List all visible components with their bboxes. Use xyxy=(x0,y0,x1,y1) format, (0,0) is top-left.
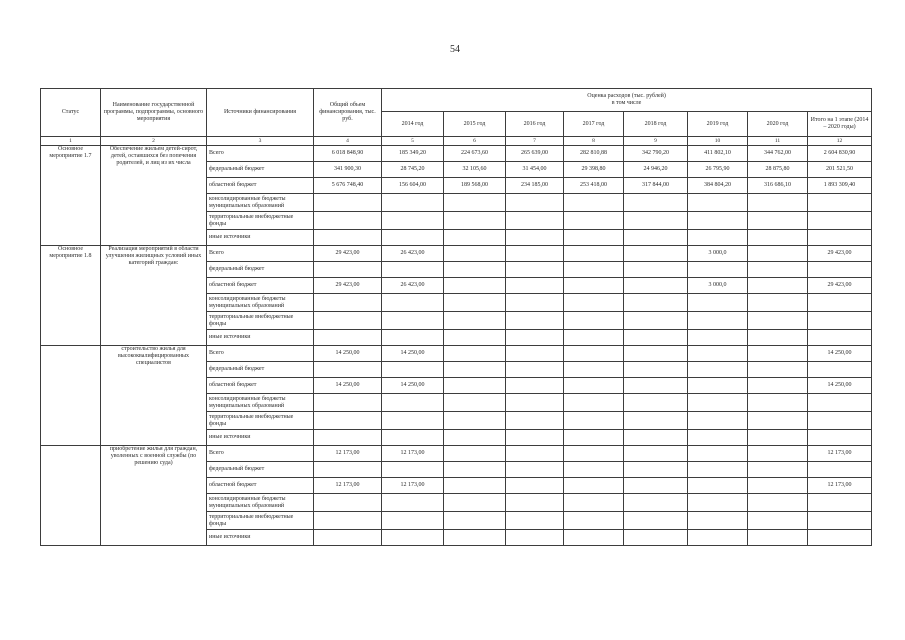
year-value-cell xyxy=(506,512,564,530)
year-value-cell xyxy=(624,446,688,462)
header-estimate-title: Оценка расходов (тыс. рублей) xyxy=(587,93,666,99)
year-value-cell xyxy=(444,246,506,262)
year-value-cell xyxy=(564,512,624,530)
year-value-cell xyxy=(624,294,688,312)
year-value-cell xyxy=(624,230,688,246)
final-total-cell xyxy=(808,530,872,546)
total-value-cell xyxy=(314,530,382,546)
year-value-cell xyxy=(444,412,506,430)
year-value-cell xyxy=(688,362,748,378)
year-value-cell xyxy=(748,530,808,546)
year-value-cell: 12 173,00 xyxy=(382,446,444,462)
source-cell: территориальные внебюджетные фонды xyxy=(207,212,314,230)
year-value-cell xyxy=(748,278,808,294)
year-value-cell xyxy=(564,330,624,346)
year-value-cell xyxy=(506,312,564,330)
source-cell: Всего xyxy=(207,246,314,262)
year-value-cell xyxy=(444,346,506,362)
year-value-cell xyxy=(564,412,624,430)
year-value-cell xyxy=(506,446,564,462)
total-value-cell xyxy=(314,294,382,312)
total-value-cell xyxy=(314,394,382,412)
final-total-cell: 14 250,00 xyxy=(808,378,872,394)
total-value-cell xyxy=(314,212,382,230)
year-value-cell xyxy=(382,230,444,246)
source-cell: областной бюджет xyxy=(207,378,314,394)
year-value-cell: 282 810,88 xyxy=(564,146,624,162)
header-year: 2016 год xyxy=(506,112,564,137)
total-value-cell xyxy=(314,330,382,346)
year-value-cell xyxy=(506,530,564,546)
year-value-cell xyxy=(382,330,444,346)
year-value-cell xyxy=(688,478,748,494)
year-value-cell xyxy=(748,462,808,478)
year-value-cell xyxy=(564,378,624,394)
year-value-cell xyxy=(506,262,564,278)
year-value-cell: 28 745,20 xyxy=(382,162,444,178)
year-value-cell xyxy=(506,394,564,412)
year-value-cell xyxy=(444,446,506,462)
final-total-cell xyxy=(808,330,872,346)
year-value-cell xyxy=(624,194,688,212)
column-number: 3 xyxy=(207,137,314,146)
year-value-cell xyxy=(688,212,748,230)
year-value-cell xyxy=(382,362,444,378)
year-value-cell xyxy=(444,262,506,278)
header-year: 2019 год xyxy=(688,112,748,137)
header-including: в том числе xyxy=(611,100,642,106)
year-value-cell: 384 804,20 xyxy=(688,178,748,194)
final-total-cell xyxy=(808,430,872,446)
column-number: 10 xyxy=(688,137,748,146)
year-value-cell xyxy=(382,512,444,530)
year-value-cell xyxy=(444,294,506,312)
total-value-cell: 341 900,30 xyxy=(314,162,382,178)
total-value-cell xyxy=(314,262,382,278)
year-value-cell xyxy=(688,446,748,462)
year-value-cell xyxy=(564,530,624,546)
header-status: Статус xyxy=(41,89,101,137)
table-row xyxy=(41,446,872,462)
final-total-cell: 201 521,50 xyxy=(808,162,872,178)
year-value-cell xyxy=(624,462,688,478)
year-value-cell: 156 604,00 xyxy=(382,178,444,194)
year-value-cell: 26 423,00 xyxy=(382,246,444,262)
year-value-cell xyxy=(748,430,808,446)
year-value-cell: 26 795,90 xyxy=(688,162,748,178)
year-value-cell xyxy=(624,262,688,278)
total-value-cell: 29 423,00 xyxy=(314,246,382,262)
year-value-cell xyxy=(444,530,506,546)
total-value-cell xyxy=(314,494,382,512)
year-value-cell xyxy=(688,230,748,246)
year-value-cell: 344 762,00 xyxy=(748,146,808,162)
year-value-cell xyxy=(444,394,506,412)
year-value-cell xyxy=(564,230,624,246)
year-value-cell xyxy=(748,362,808,378)
year-value-cell xyxy=(748,394,808,412)
year-value-cell xyxy=(624,312,688,330)
year-value-cell xyxy=(444,362,506,378)
year-value-cell xyxy=(506,494,564,512)
header-row-top xyxy=(41,89,872,112)
final-total-cell: 2 604 830,90 xyxy=(808,146,872,162)
total-value-cell: 14 250,00 xyxy=(314,378,382,394)
final-total-cell: 12 173,00 xyxy=(808,446,872,462)
year-value-cell xyxy=(748,446,808,462)
source-cell: иные источники xyxy=(207,530,314,546)
year-value-cell xyxy=(688,462,748,478)
header-year: 2018 год xyxy=(624,112,688,137)
final-total-cell xyxy=(808,194,872,212)
year-value-cell xyxy=(506,246,564,262)
year-value-cell xyxy=(564,346,624,362)
total-value-cell xyxy=(314,512,382,530)
column-number-row xyxy=(41,137,872,146)
header-year: 2014 год xyxy=(382,112,444,137)
source-cell: федеральный бюджет xyxy=(207,162,314,178)
year-value-cell xyxy=(748,494,808,512)
total-value-cell: 14 250,00 xyxy=(314,346,382,362)
year-value-cell xyxy=(688,378,748,394)
final-total-cell xyxy=(808,212,872,230)
year-value-cell: 189 568,00 xyxy=(444,178,506,194)
year-value-cell xyxy=(688,512,748,530)
year-value-cell xyxy=(444,512,506,530)
total-value-cell: 12 173,00 xyxy=(314,478,382,494)
event-name-cell: приобретение жилья для граждан, уволенных с военной службы (по решению суда) xyxy=(101,446,207,546)
year-value-cell xyxy=(688,294,748,312)
year-value-cell xyxy=(444,230,506,246)
year-value-cell xyxy=(564,394,624,412)
header-year: 2020 год xyxy=(748,112,808,137)
year-value-cell: 185 349,20 xyxy=(382,146,444,162)
total-value-cell xyxy=(314,194,382,212)
table-row xyxy=(41,246,872,262)
year-value-cell xyxy=(506,462,564,478)
year-value-cell: 411 802,10 xyxy=(688,146,748,162)
year-value-cell xyxy=(506,330,564,346)
year-value-cell xyxy=(506,430,564,446)
header-estimate xyxy=(382,89,872,112)
year-value-cell xyxy=(506,478,564,494)
source-cell: территориальные внебюджетные фонды xyxy=(207,312,314,330)
year-value-cell xyxy=(748,378,808,394)
column-number: 9 xyxy=(624,137,688,146)
final-total-cell xyxy=(808,230,872,246)
year-value-cell xyxy=(382,430,444,446)
year-value-cell xyxy=(564,246,624,262)
financing-table xyxy=(40,88,872,546)
total-value-cell: 5 676 748,40 xyxy=(314,178,382,194)
year-value-cell xyxy=(564,494,624,512)
year-value-cell: 28 875,80 xyxy=(748,162,808,178)
year-value-cell xyxy=(444,212,506,230)
year-value-cell: 3 000,0 xyxy=(688,246,748,262)
year-value-cell: 234 185,00 xyxy=(506,178,564,194)
year-value-cell xyxy=(748,294,808,312)
column-number: 6 xyxy=(444,137,506,146)
year-value-cell xyxy=(506,230,564,246)
year-value-cell: 24 946,20 xyxy=(624,162,688,178)
year-value-cell xyxy=(506,412,564,430)
year-value-cell xyxy=(564,430,624,446)
total-value-cell xyxy=(314,362,382,378)
status-cell: Основное мероприятие 1.8 xyxy=(41,246,101,346)
header-source: Источники финансирования xyxy=(207,89,314,137)
year-value-cell xyxy=(748,194,808,212)
table-row xyxy=(41,146,872,162)
year-value-cell xyxy=(506,212,564,230)
year-value-cell xyxy=(564,312,624,330)
year-value-cell xyxy=(688,394,748,412)
header-year: 2017 год xyxy=(564,112,624,137)
year-value-cell xyxy=(382,462,444,478)
year-value-cell xyxy=(382,494,444,512)
total-value-cell xyxy=(314,230,382,246)
year-value-cell xyxy=(444,312,506,330)
column-number: 4 xyxy=(314,137,382,146)
year-value-cell xyxy=(506,362,564,378)
event-name-cell: Реализация мероприятий в области улучшения жилищных условий иных категорий граждан: xyxy=(101,246,207,346)
year-value-cell: 224 673,60 xyxy=(444,146,506,162)
source-cell: территориальные внебюджетные фонды xyxy=(207,412,314,430)
source-cell: консолидированные бюджеты муниципальных образований xyxy=(207,494,314,512)
status-cell xyxy=(41,446,101,546)
year-value-cell: 342 790,20 xyxy=(624,146,688,162)
year-value-cell xyxy=(564,362,624,378)
header-total: Общий объем финансирования, тыс. руб. xyxy=(314,89,382,137)
year-value-cell xyxy=(382,530,444,546)
year-value-cell xyxy=(624,494,688,512)
year-value-cell xyxy=(688,330,748,346)
year-value-cell xyxy=(624,378,688,394)
final-total-cell xyxy=(808,512,872,530)
year-value-cell xyxy=(382,212,444,230)
year-value-cell xyxy=(688,194,748,212)
year-value-cell: 317 844,00 xyxy=(624,178,688,194)
total-value-cell: 6 018 848,90 xyxy=(314,146,382,162)
year-value-cell: 12 173,00 xyxy=(382,478,444,494)
year-value-cell xyxy=(444,430,506,446)
year-value-cell xyxy=(564,278,624,294)
total-value-cell: 12 173,00 xyxy=(314,446,382,462)
year-value-cell: 31 454,00 xyxy=(506,162,564,178)
year-value-cell xyxy=(688,346,748,362)
year-value-cell xyxy=(506,194,564,212)
year-value-cell xyxy=(382,394,444,412)
year-value-cell xyxy=(748,512,808,530)
year-value-cell xyxy=(748,212,808,230)
year-value-cell xyxy=(564,262,624,278)
column-number: 12 xyxy=(808,137,872,146)
source-cell: иные источники xyxy=(207,330,314,346)
source-cell: Всего xyxy=(207,346,314,362)
year-value-cell xyxy=(688,430,748,446)
year-value-cell xyxy=(688,312,748,330)
final-total-cell xyxy=(808,262,872,278)
year-value-cell xyxy=(382,412,444,430)
total-value-cell xyxy=(314,430,382,446)
source-cell: территориальные внебюджетные фонды xyxy=(207,512,314,530)
final-total-cell: 29 423,00 xyxy=(808,278,872,294)
total-value-cell: 29 423,00 xyxy=(314,278,382,294)
source-cell: консолидированные бюджеты муниципальных образований xyxy=(207,194,314,212)
year-value-cell xyxy=(564,194,624,212)
year-value-cell xyxy=(624,246,688,262)
year-value-cell: 14 250,00 xyxy=(382,378,444,394)
year-value-cell xyxy=(688,530,748,546)
year-value-cell xyxy=(506,294,564,312)
final-total-cell xyxy=(808,294,872,312)
final-total-cell xyxy=(808,494,872,512)
year-value-cell: 32 105,60 xyxy=(444,162,506,178)
year-value-cell xyxy=(688,412,748,430)
year-value-cell: 316 686,10 xyxy=(748,178,808,194)
year-value-cell xyxy=(748,262,808,278)
source-cell: федеральный бюджет xyxy=(207,462,314,478)
final-total-cell xyxy=(808,312,872,330)
year-value-cell xyxy=(748,246,808,262)
year-value-cell xyxy=(624,512,688,530)
source-cell: федеральный бюджет xyxy=(207,362,314,378)
year-value-cell xyxy=(564,212,624,230)
year-value-cell xyxy=(564,478,624,494)
year-value-cell xyxy=(624,430,688,446)
year-value-cell xyxy=(506,278,564,294)
year-value-cell xyxy=(624,212,688,230)
year-value-cell xyxy=(688,262,748,278)
year-value-cell xyxy=(506,346,564,362)
column-number: 11 xyxy=(748,137,808,146)
year-value-cell: 26 423,00 xyxy=(382,278,444,294)
year-value-cell xyxy=(444,462,506,478)
year-value-cell xyxy=(624,346,688,362)
total-value-cell xyxy=(314,412,382,430)
year-value-cell xyxy=(564,446,624,462)
year-value-cell: 29 398,80 xyxy=(564,162,624,178)
year-value-cell xyxy=(444,194,506,212)
column-number: 7 xyxy=(506,137,564,146)
year-value-cell xyxy=(382,312,444,330)
final-total-cell: 1 893 309,40 xyxy=(808,178,872,194)
year-value-cell xyxy=(688,494,748,512)
column-number: 8 xyxy=(564,137,624,146)
final-total-cell xyxy=(808,394,872,412)
year-value-cell xyxy=(444,278,506,294)
year-value-cell xyxy=(564,294,624,312)
year-value-cell: 14 250,00 xyxy=(382,346,444,362)
source-cell: консолидированные бюджеты муниципальных образований xyxy=(207,294,314,312)
year-value-cell xyxy=(624,478,688,494)
year-value-cell xyxy=(624,530,688,546)
year-value-cell: 253 418,00 xyxy=(564,178,624,194)
source-cell: Всего xyxy=(207,446,314,462)
source-cell: иные источники xyxy=(207,230,314,246)
column-number: 5 xyxy=(382,137,444,146)
year-value-cell xyxy=(748,230,808,246)
source-cell: областной бюджет xyxy=(207,478,314,494)
final-total-cell: 12 173,00 xyxy=(808,478,872,494)
year-value-cell xyxy=(748,346,808,362)
column-number: 1 xyxy=(41,137,101,146)
year-value-cell xyxy=(444,478,506,494)
final-total-cell: 29 423,00 xyxy=(808,246,872,262)
header-name: Наименование государственной программы, подпрограммы, основного мероприятия xyxy=(101,89,207,137)
year-value-cell xyxy=(624,362,688,378)
year-value-cell xyxy=(748,312,808,330)
table-row xyxy=(41,346,872,362)
year-value-cell xyxy=(506,378,564,394)
page-number: 54 xyxy=(450,44,460,55)
final-total-cell xyxy=(808,462,872,478)
source-cell: федеральный бюджет xyxy=(207,262,314,278)
year-value-cell xyxy=(748,412,808,430)
total-value-cell xyxy=(314,462,382,478)
column-number: 2 xyxy=(101,137,207,146)
header-year: 2015 год xyxy=(444,112,506,137)
year-value-cell xyxy=(624,412,688,430)
source-cell: иные источники xyxy=(207,430,314,446)
final-total-cell xyxy=(808,412,872,430)
year-value-cell xyxy=(444,330,506,346)
year-value-cell xyxy=(624,330,688,346)
total-value-cell xyxy=(314,312,382,330)
year-value-cell xyxy=(382,262,444,278)
year-value-cell: 3 000,0 xyxy=(688,278,748,294)
status-cell xyxy=(41,346,101,446)
final-total-cell: 14 250,00 xyxy=(808,346,872,362)
year-value-cell xyxy=(382,294,444,312)
year-value-cell xyxy=(564,462,624,478)
year-value-cell: 265 639,00 xyxy=(506,146,564,162)
event-name-cell: строительство жилья для высококвалифицированных специалистов xyxy=(101,346,207,446)
year-value-cell xyxy=(748,330,808,346)
status-cell: Основное мероприятие 1.7 xyxy=(41,146,101,246)
year-value-cell xyxy=(748,478,808,494)
source-cell: областной бюджет xyxy=(207,178,314,194)
final-total-cell xyxy=(808,362,872,378)
year-value-cell xyxy=(624,278,688,294)
source-cell: областной бюджет xyxy=(207,278,314,294)
year-value-cell xyxy=(382,194,444,212)
year-value-cell xyxy=(444,494,506,512)
year-value-cell xyxy=(624,394,688,412)
source-cell: Всего xyxy=(207,146,314,162)
event-name-cell: Обеспечение жильем детей-сирот, детей, оставшихся без попечения родителей, и лиц из их числа xyxy=(101,146,207,246)
source-cell: консолидированные бюджеты муниципальных образований xyxy=(207,394,314,412)
header-final-total: Итого на 1 этапе (2014 – 2020 годы) xyxy=(808,112,872,137)
year-value-cell xyxy=(444,378,506,394)
